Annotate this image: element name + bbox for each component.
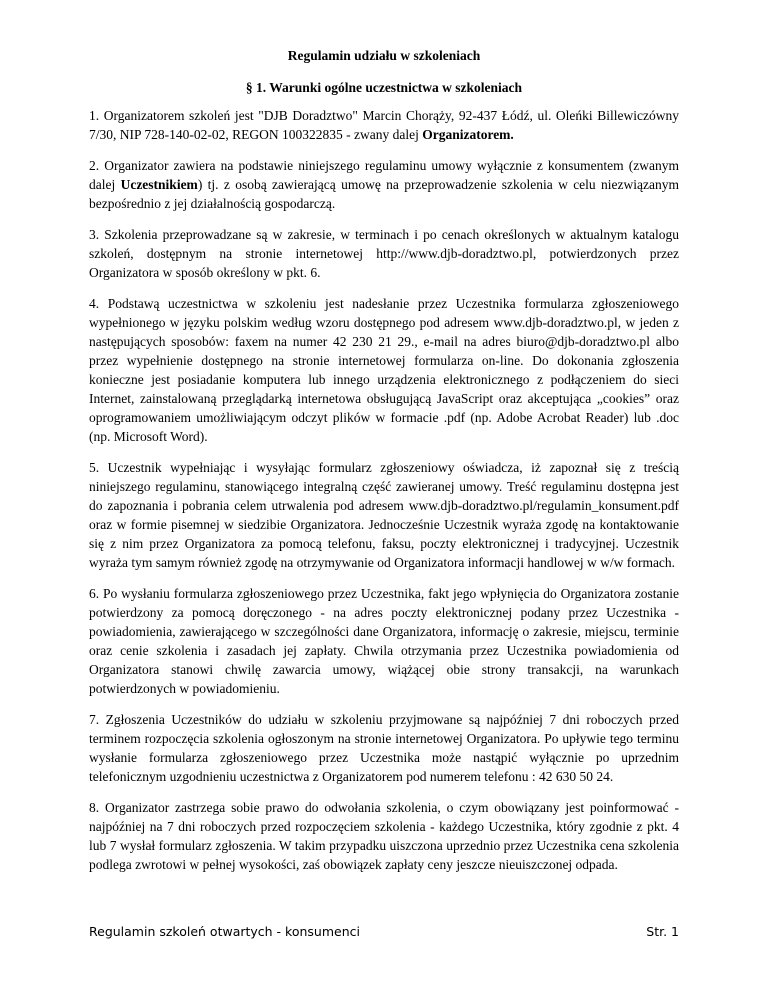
paragraph-5: 5. Uczestnik wypełniając i wysyłając formularz zgłoszeniowy oświadcza, iż zapoznał się z treścią niniejszego regulaminu, stanowiącego integralną część zawieranej umowy. Treść regulaminu dostępna jest do zapoznania i pobrania celem utrwalenia pod adresem www.djb-doradztwo.pl/regulamin_konsument.pdf oraz w formie pisemnej w siedzibie Organizatora. Jednocześnie Uczestnik wyraża zgodę na kontaktowanie się z nim przez Organizatora za pomocą telefonu, faksu, poczty elektronicznej i tradycyjnej. Uczestnik wyraża tym samym również zgodę na otrzymywanie od Organizatora informacji handlowej w w/w formach.	[89, 460, 679, 570]
footer-document-name: Regulamin szkoleń otwartych - konsumenci	[89, 924, 360, 939]
paragraph-1-bold: Organizatorem.	[422, 127, 514, 142]
footer-page-number: Str. 1	[646, 924, 679, 939]
paragraph-2-bold: Uczestnikiem	[120, 177, 198, 192]
paragraph-2-text-a: 2. Organizator zawiera na podstawie niniejszego regulaminu umowy wyłącznie z konsumentem (zwanym dalej	[89, 158, 679, 192]
paragraph-1-text: 1. Organizatorem szkoleń jest "DJB Doradztwo" Marcin Chorąży, 92-437 Łódź, ul. Oleńki Billewiczówny 7/30, NIP 728-140-02-02, REGON 100322835 - zwany dalej	[89, 108, 679, 142]
paragraph-4: 4. Podstawą uczestnictwa w szkoleniu jest nadesłanie przez Uczestnika formularza zgłoszeniowego wypełnionego w języku polskim według wzoru dostępnego pod adresem www.djb-doradztwo.pl, w jeden z następujących sposobów: faxem na numer 42 230 21 29., e-mail na adres biuro@djb-doradztwo.pl albo przez wypełnienie dostępnego na stronie internetowej formularza on-line. Do dokonania zgłoszenia konieczne jest posiadanie komputera lub innego urządzenia elektronicznego z podłączeniem do sieci Internet, zainstalowaną przeglądarką internetowa obsługującą JavaScript oraz akceptująca „cookies” oraz oprogramowaniem umożliwiającym odczyt plików w formacie .pdf (np. Adobe Acrobat Reader) lub .doc (np. Microsoft Word).	[89, 296, 679, 444]
paragraph-6: 6. Po wysłaniu formularza zgłoszeniowego przez Uczestnika, fakt jego wpłynięcia do Organizatora zostanie potwierdzony za pomocą doręczonego - na adres poczty elektronicznej podany przez Uczestnika - powiadomienia, zawierającego w szczególności dane Organizatora, informację o zakresie, miejscu, terminie oraz cenie szkolenia i zasadach jej zapłaty. Chwila otrzymania przez Uczestnika powiadomienia od Organizatora stanowi chwilę zawarcia umowy, wiążącej obie strony transakcji, na warunkach potwierdzonych w powiadomieniu.	[89, 586, 679, 696]
section-title: § 1. Warunki ogólne uczestnictwa w szkoleniach	[245, 80, 523, 95]
document-body	[89, 106, 679, 886]
paragraph-3: 3. Szkolenia przeprowadzane są w zakresie, w terminach i po cenach określonych w aktualnym katalogu szkoleń, dostępnym na stronie internetowej http://www.djb-doradztwo.pl, potwierdzonych przez Organizatora w sposób określony w pkt. 6.	[89, 227, 679, 280]
paragraph-7: 7. Zgłoszenia Uczestników do udziału w szkoleniu przyjmowane są najpóźniej 7 dni roboczych przed terminem rozpoczęcia szkolenia ogłoszonym na stronie internetowej Organizatora. Po upływie tego terminu wysłanie formularza zgłoszeniowego przez Uczestnika może nastąpić wyłącznie po uprzednim telefonicznym uzgodnieniu uczestnictwa z Organizatorem pod numerem telefonu : 42 630 50 24.	[89, 712, 679, 784]
paragraph-2	[89, 156, 679, 213]
paragraph-2-text-c: ) tj. z osobą zawierającą umowę na przeprowadzenie szkolenia w celu niezwiązanym bezpośrednio z jej działalnością gospodarczą.	[89, 177, 679, 211]
paragraph-1	[89, 106, 679, 144]
document-title: Regulamin udziału w szkoleniach	[287, 48, 481, 63]
paragraph-8: 8. Organizator zastrzega sobie prawo do odwołania szkolenia, o czym obowiązany jest poinformować - najpóźniej na 7 dni roboczych przed rozpoczęciem szkolenia - każdego Uczestnika, który zgodnie z pkt. 4 lub 7 wysłał formularz zgłoszenia. W takim przypadku uiszczona uprzednio przez Uczestnika cena szkolenia podlega zwrotowi w pełnej wysokości, zaś obowiązek zapłaty ceny jeszcze nieuiszczonej odpada.	[89, 800, 679, 872]
